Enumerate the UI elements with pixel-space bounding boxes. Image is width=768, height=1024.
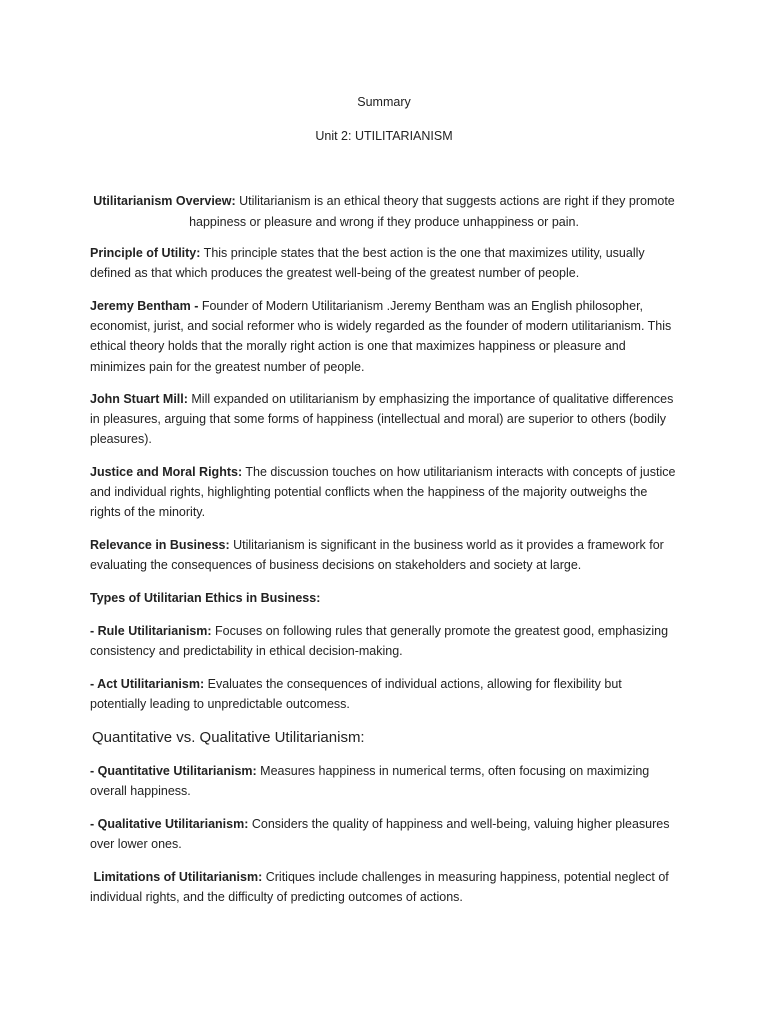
limitations-text: Critiques include challenges in measuring happiness, potential neglect of individual rights, and the difficulty of predicting outcomes of actions. [90, 870, 669, 905]
business-text: Utilitarianism is significant in the business world as it provides a framework for evaluating the consequences of business decisions on stakeholders and society at large. [90, 538, 664, 573]
justice-label: Justice and Moral Rights: [90, 465, 243, 479]
qualitative-paragraph [90, 814, 678, 854]
bentham-label: Jeremy Bentham - [90, 299, 199, 313]
principle-paragraph [90, 243, 678, 283]
mill-paragraph [90, 389, 678, 450]
document-title: Summary [357, 95, 411, 109]
overview-paragraph [90, 191, 678, 232]
rule-label: - Rule Utilitarianism: [90, 624, 212, 638]
business-paragraph [90, 535, 678, 575]
quantitative-label: - Quantitative Utilitarianism: [90, 764, 257, 778]
mill-label: John Stuart Mill: [90, 392, 188, 406]
justice-paragraph [90, 462, 678, 523]
limitations-paragraph [90, 867, 678, 907]
document-page [90, 0, 678, 1024]
business-label: Relevance in Business: [90, 538, 230, 552]
limitations-label: Limitations of Utilitarianism: [93, 870, 263, 884]
qualitative-label: - Qualitative Utilitarianism: [90, 817, 249, 831]
types-heading-text: Types of Utilitarian Ethics in Business: [90, 591, 321, 605]
rule-text: Focuses on following rules that generally promote the greatest good, emphasizing consistency and predictability in ethical decision-making. [90, 624, 669, 659]
types-heading [90, 588, 678, 608]
justice-text: The discussion touches on how utilitarianism interacts with concepts of justice and individual rights, highlighting potential conflicts when the happiness of the majority outweighs the rights of the minority. [90, 465, 676, 520]
act-text: Evaluates the consequences of individual actions, allowing for flexibility but potentially leading to unpredictable outcomess. [90, 677, 622, 712]
overview-label: Utilitarianism Overview: [93, 194, 236, 208]
mill-text: Mill expanded on utilitarianism by emphasizing the importance of qualitative differences in pleasures, arguing that some forms of happiness (intellectual and moral) are superior to others (bodily pleasures). [90, 392, 674, 447]
act-paragraph [90, 674, 678, 714]
quantitative-paragraph [90, 761, 678, 801]
quantitative-text: Measures happiness in numerical terms, often focusing on maximizing overall happiness. [90, 764, 650, 799]
quant-qual-heading: Quantitative vs. Qualitative Utilitarianism: [92, 729, 365, 746]
rule-paragraph [90, 621, 678, 661]
qualitative-text: Considers the quality of happiness and well-being, valuing higher pleasures over lower ones. [90, 817, 670, 852]
overview-text: Utilitarianism is an ethical theory that suggests actions are right if they promote happiness or pleasure and wrong if they produce unhappiness or pain. [189, 194, 675, 229]
unit-heading: Unit 2: UTILITARIANISM [315, 129, 453, 143]
principle-label: Principle of Utility: [90, 246, 201, 260]
principle-text: This principle states that the best action is the one that maximizes utility, usually defined as that which produces the greatest well-being of the greatest number of people. [90, 246, 645, 281]
act-label: - Act Utilitarianism: [90, 677, 205, 691]
bentham-paragraph [90, 296, 678, 377]
bentham-text: Founder of Modern Utilitarianism .Jeremy Bentham was an English philosopher, economist, jurist, and social reformer who is widely regarded as the founder of modern utilitarianism. This ethical theory holds that the morally right action is one that maximizes happiness or pleasure and minimizes pain for the greatest number of people. [90, 299, 672, 374]
